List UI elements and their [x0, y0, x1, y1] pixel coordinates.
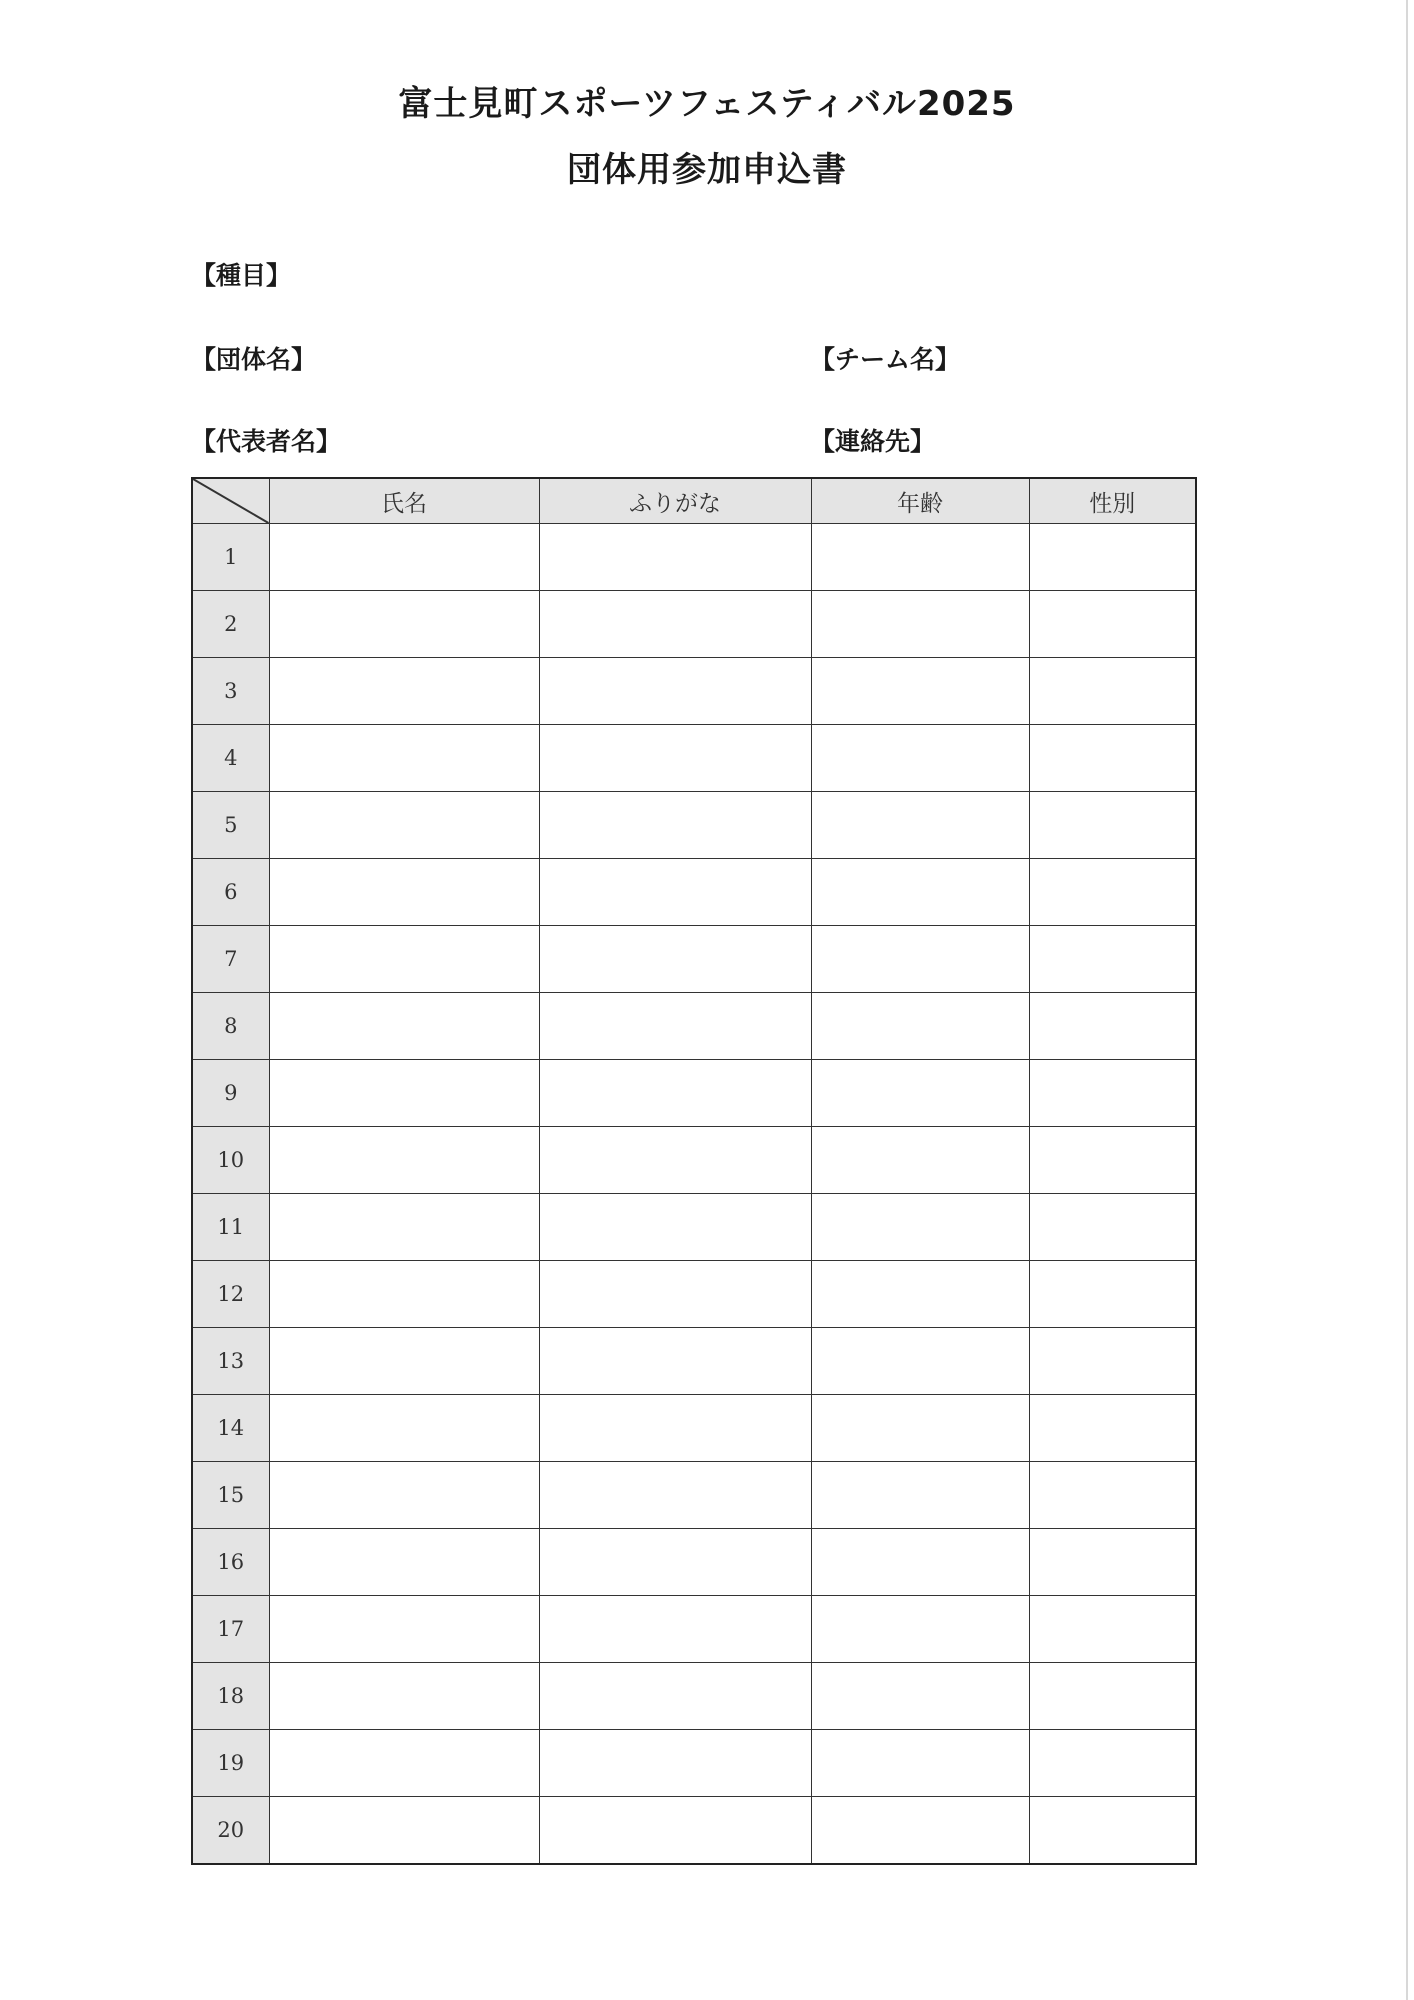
table-row — [192, 1261, 1196, 1328]
contact-field-label: 【連絡先】 — [810, 427, 936, 456]
gender-cell[interactable] — [1029, 1261, 1196, 1328]
document-subtitle: 団体用参加申込書 — [567, 150, 847, 190]
row-number: 9 — [192, 1060, 269, 1127]
name-cell[interactable] — [269, 1060, 539, 1127]
header-name: 氏名 — [269, 478, 539, 524]
table-row — [192, 1529, 1196, 1596]
age-cell[interactable] — [811, 1663, 1029, 1730]
name-cell[interactable] — [269, 1730, 539, 1797]
table-row — [192, 725, 1196, 792]
gender-cell[interactable] — [1029, 1462, 1196, 1529]
table-row — [192, 1462, 1196, 1529]
furigana-cell[interactable] — [539, 859, 811, 926]
gender-cell[interactable] — [1029, 1328, 1196, 1395]
row-number: 4 — [192, 725, 269, 792]
row-number: 17 — [192, 1596, 269, 1663]
header-gender: 性別 — [1029, 478, 1196, 524]
name-cell[interactable] — [269, 1328, 539, 1395]
table-row — [192, 658, 1196, 725]
gender-cell[interactable] — [1029, 1663, 1196, 1730]
group-name-field-label: 【団体名】 — [191, 345, 317, 374]
name-cell[interactable] — [269, 1663, 539, 1730]
row-number: 2 — [192, 591, 269, 658]
row-number: 18 — [192, 1663, 269, 1730]
age-cell[interactable] — [811, 859, 1029, 926]
table-row — [192, 792, 1196, 859]
row-number: 19 — [192, 1730, 269, 1797]
age-cell[interactable] — [811, 926, 1029, 993]
table-row — [192, 1194, 1196, 1261]
gender-cell[interactable] — [1029, 658, 1196, 725]
table-corner-cell — [192, 478, 269, 524]
furigana-cell[interactable] — [539, 1663, 811, 1730]
gender-cell[interactable] — [1029, 993, 1196, 1060]
row-number: 14 — [192, 1395, 269, 1462]
age-cell[interactable] — [811, 1529, 1029, 1596]
name-cell[interactable] — [269, 1395, 539, 1462]
row-number: 6 — [192, 859, 269, 926]
age-cell[interactable] — [811, 1060, 1029, 1127]
age-cell[interactable] — [811, 1596, 1029, 1663]
furigana-cell[interactable] — [539, 1529, 811, 1596]
table-row — [192, 1395, 1196, 1462]
gender-cell[interactable] — [1029, 524, 1196, 591]
name-cell[interactable] — [269, 1194, 539, 1261]
document-title: 富士見町スポーツフェスティバル2025 — [398, 84, 1016, 124]
row-number: 12 — [192, 1261, 269, 1328]
age-cell[interactable] — [811, 1194, 1029, 1261]
gender-cell[interactable] — [1029, 1730, 1196, 1797]
table-row — [192, 1797, 1196, 1865]
gender-cell[interactable] — [1029, 591, 1196, 658]
table-row — [192, 524, 1196, 591]
row-number: 5 — [192, 792, 269, 859]
name-cell[interactable] — [269, 1462, 539, 1529]
furigana-cell[interactable] — [539, 1395, 811, 1462]
row-number: 16 — [192, 1529, 269, 1596]
name-cell[interactable] — [269, 1127, 539, 1194]
row-number: 11 — [192, 1194, 269, 1261]
age-cell[interactable] — [811, 792, 1029, 859]
furigana-cell[interactable] — [539, 1127, 811, 1194]
age-cell[interactable] — [811, 1395, 1029, 1462]
table-row — [192, 591, 1196, 658]
gender-cell[interactable] — [1029, 1596, 1196, 1663]
furigana-cell[interactable] — [539, 1462, 811, 1529]
name-cell[interactable] — [269, 658, 539, 725]
gender-cell[interactable] — [1029, 859, 1196, 926]
name-cell[interactable] — [269, 1529, 539, 1596]
table-row — [192, 1328, 1196, 1395]
corner-diagonal-line — [193, 479, 269, 523]
name-cell[interactable] — [269, 926, 539, 993]
table-header-row — [192, 478, 1196, 524]
table-row — [192, 926, 1196, 993]
table-row — [192, 993, 1196, 1060]
age-cell[interactable] — [811, 591, 1029, 658]
row-number: 20 — [192, 1797, 269, 1865]
age-cell[interactable] — [811, 993, 1029, 1060]
age-cell[interactable] — [811, 658, 1029, 725]
table-row — [192, 1060, 1196, 1127]
furigana-cell[interactable] — [539, 725, 811, 792]
gender-cell[interactable] — [1029, 1127, 1196, 1194]
row-number: 3 — [192, 658, 269, 725]
age-cell[interactable] — [811, 725, 1029, 792]
furigana-cell[interactable] — [539, 1060, 811, 1127]
name-cell[interactable] — [269, 725, 539, 792]
furigana-cell[interactable] — [539, 658, 811, 725]
name-cell[interactable] — [269, 792, 539, 859]
furigana-cell[interactable] — [539, 926, 811, 993]
event-field-label: 【種目】 — [191, 261, 292, 290]
furigana-cell[interactable] — [539, 591, 811, 658]
gender-cell[interactable] — [1029, 1194, 1196, 1261]
gender-cell[interactable] — [1029, 1797, 1196, 1865]
age-cell[interactable] — [811, 1797, 1029, 1865]
table-row — [192, 1596, 1196, 1663]
row-number: 1 — [192, 524, 269, 591]
name-cell[interactable] — [269, 993, 539, 1060]
name-cell[interactable] — [269, 1797, 539, 1865]
header-age: 年齢 — [811, 478, 1029, 524]
name-cell[interactable] — [269, 1596, 539, 1663]
table-row — [192, 1663, 1196, 1730]
gender-cell[interactable] — [1029, 792, 1196, 859]
name-cell[interactable] — [269, 859, 539, 926]
furigana-cell[interactable] — [539, 1328, 811, 1395]
row-number: 7 — [192, 926, 269, 993]
furigana-cell[interactable] — [539, 1730, 811, 1797]
row-number: 13 — [192, 1328, 269, 1395]
gender-cell[interactable] — [1029, 1395, 1196, 1462]
age-cell[interactable] — [811, 1462, 1029, 1529]
row-number: 8 — [192, 993, 269, 1060]
furigana-cell[interactable] — [539, 1797, 811, 1865]
gender-cell[interactable] — [1029, 1060, 1196, 1127]
team-name-field-label: 【チーム名】 — [810, 345, 961, 374]
gender-cell[interactable] — [1029, 1529, 1196, 1596]
furigana-cell[interactable] — [539, 1596, 811, 1663]
table-row — [192, 1127, 1196, 1194]
page-edge — [1406, 0, 1408, 2000]
age-cell[interactable] — [811, 1127, 1029, 1194]
table-row — [192, 1730, 1196, 1797]
age-cell[interactable] — [811, 524, 1029, 591]
name-cell[interactable] — [269, 524, 539, 591]
furigana-cell[interactable] — [539, 524, 811, 591]
name-cell[interactable] — [269, 591, 539, 658]
gender-cell[interactable] — [1029, 725, 1196, 792]
furigana-cell[interactable] — [539, 993, 811, 1060]
representative-field-label: 【代表者名】 — [191, 427, 342, 456]
gender-cell[interactable] — [1029, 926, 1196, 993]
name-cell[interactable] — [269, 1261, 539, 1328]
furigana-cell[interactable] — [539, 1261, 811, 1328]
age-cell[interactable] — [811, 1328, 1029, 1395]
participant-table — [191, 477, 1197, 1865]
row-number: 15 — [192, 1462, 269, 1529]
furigana-cell[interactable] — [539, 1194, 811, 1261]
row-number: 10 — [192, 1127, 269, 1194]
header-furigana: ふりがな — [539, 478, 811, 524]
age-cell[interactable] — [811, 1730, 1029, 1797]
table-row — [192, 859, 1196, 926]
furigana-cell[interactable] — [539, 792, 811, 859]
age-cell[interactable] — [811, 1261, 1029, 1328]
